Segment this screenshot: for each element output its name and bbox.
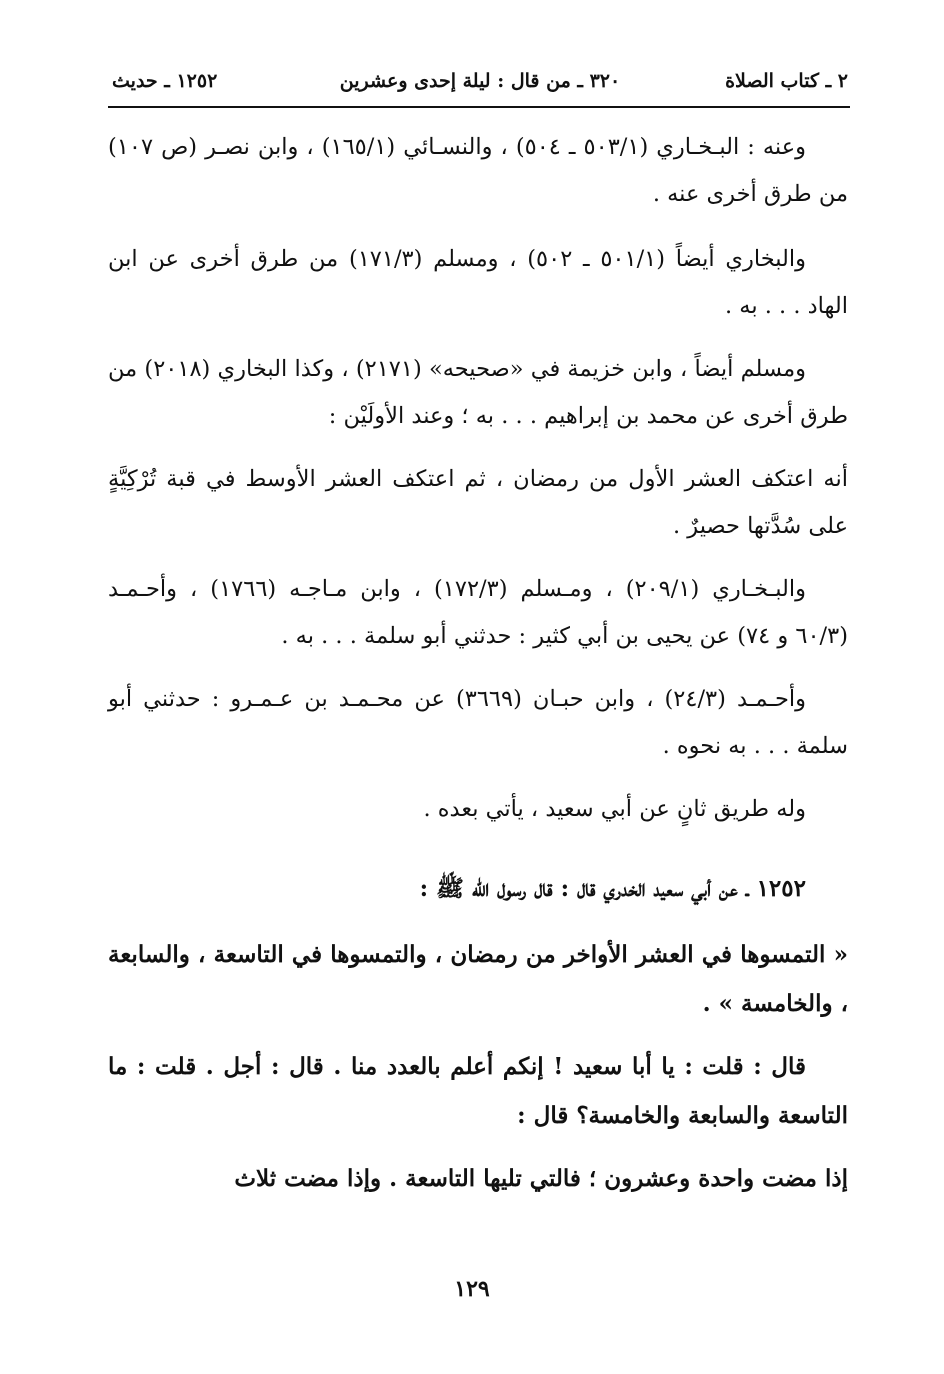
paragraph-7: وله طريق ثانٍ عن أبي سعيد ، يأتي بعده . xyxy=(423,796,806,822)
header-divider xyxy=(108,106,850,108)
hadith-text-2: قال : قلت : يا أبا سعيد ! إنكم أعلم بالعدد منا . قال : أجل . قلت : ما التاسعة والسابعة والخامسة؟ قال : xyxy=(108,1053,848,1129)
paragraph-2: والبخاري أيضاً (٥٠١/١ ـ ٥٠٢) ، ومسلم (١٧١/٣) من طرق أخرى عن ابن الهاد . . . به . xyxy=(108,246,848,319)
hadith-heading: ١٢٥٢ ـ عن أبي سعيد الخدري قال : قال رسول الله ﷺ : xyxy=(419,875,806,902)
header-book-title: ٢ ـ كتاب الصلاة xyxy=(725,70,848,92)
hadith-text-1: « التمسوها في العشر الأواخر من رمضان ، والتمسوها في التاسعة ، والسابعة ، والخامسة » . xyxy=(108,941,848,1017)
paragraph-3: ومسلم أيضاً ، وابن خزيمة في «صحيحه» (٢١٧١) ، وكذا البخاري (٢٠١٨) من طرق أخرى عن محمد بن إبراهيم . . . به ؛ وعند الأولَيْن : xyxy=(108,356,848,429)
page-number: ١٢٩ xyxy=(454,1276,490,1302)
paragraph-6: وأحـمـد (٢٤/٣) ، وابن حبـان (٣٦٦٩) عن محـمـد بن عـمـرو : حدثني أبو سلمة . . . به نحوه . xyxy=(108,686,848,759)
header-chapter-title: ٣٢٠ ـ من قال : ليلة إحدى وعشرين xyxy=(339,70,621,92)
hadith-text-3: إذا مضت واحدة وعشرون ؛ فالتي تليها التاسعة . وإذا مضت ثلاث xyxy=(234,1165,848,1192)
paragraph-1: وعنه : البـخـاري (٥٠٣/١ ـ ٥٠٤) ، والنسـائي (١٦٥/١) ، وابن نصـر (ص ١٠٧) من طرق أخرى عنه . xyxy=(108,134,848,207)
running-header xyxy=(108,66,852,106)
paragraph-5: والبـخـاري (٢٠٩/١) ، ومـسلم (١٧٢/٣) ، وابن مـاجـه (١٧٦٦) ، وأحـمـد (٦٠/٣ و ٧٤) عن يحيى بن أبي كثير : حدثني أبو سلمة . . . به . xyxy=(108,576,848,649)
header-hadith-number: ١٢٥٢ ـ حديث xyxy=(112,70,218,92)
paragraph-4: أنه اعتكف العشر الأول من رمضان ، ثم اعتكف العشر الأوسط في قبة تُرْكِيَّةٍ على سُدَّتها حصيرٌ . xyxy=(108,466,848,539)
